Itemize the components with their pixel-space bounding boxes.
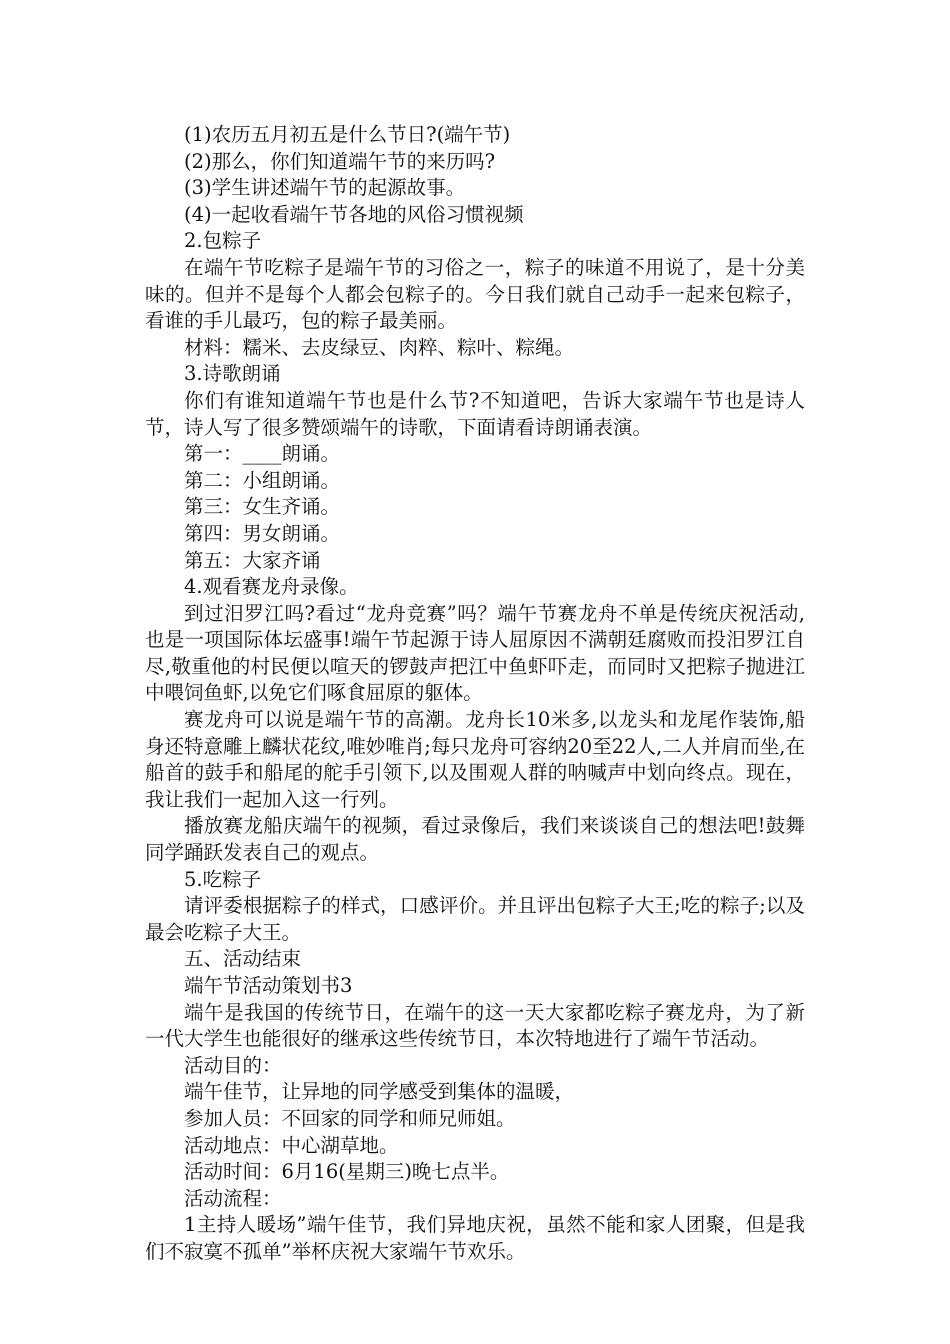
paragraph-materials: 材料：糯米、去皮绿豆、肉粹、粽叶、粽绳。 xyxy=(184,335,575,359)
paragraph-purpose: 端午佳节，让异地的同学感受到集体的温暖， xyxy=(184,1080,575,1104)
list-item-recital-1: 第一：____朗诵。 xyxy=(184,442,341,466)
list-item-question-4: (4)一起收看端午节各地的风俗习惯视频 xyxy=(184,202,524,226)
list-item-recital-3: 第三：女生齐诵。 xyxy=(184,495,341,519)
label-activity-purpose: 活动目的： xyxy=(184,1053,282,1077)
paragraph-wrap-zongzi: 在端午节吃粽子是端午节的习俗之一，粽子的味道不用说了，是十分美味的。但并不是每个人都会包粽子的。今日我们就自己动手一起来包粽子，看谁的手儿最巧，包的粽子最美丽。 xyxy=(145,255,805,333)
list-item-question-1: (1)农历五月初五是什么节日?(端午节) xyxy=(184,123,511,146)
section-heading-wrap-zongzi: 2.包粽子 xyxy=(184,229,262,253)
list-item-question-3: (3)学生讲述端午节的起源故事。 xyxy=(184,176,466,200)
paragraph-dragon-boat-origin: 到过汨罗江吗?看过“龙舟竞赛”吗？端午节赛龙舟不单是传统庆祝活动,也是一项国际体坛盛事!端午节起源于诗人屈原因不满朝廷腐败而投汨罗江自尽,敬重他的村民便以喧天的锣鼓声把江中鱼虾吓走，而同时又把粽子抛进江中喂饲鱼虾,以免它们啄食屈原的躯体。 xyxy=(145,601,805,705)
document-body xyxy=(145,122,805,1266)
paragraph-location: 活动地点：中心湖草地。 xyxy=(184,1133,399,1157)
paragraph-dragon-boat-climax: 赛龙舟可以说是端午节的高潮。龙舟长10米多,以龙头和龙尾作装饰,船身还特意雕上麟状花纹,唯妙唯肖;每只龙舟可容纳20至22人,二人并肩而坐,在船首的鼓手和船尾的舵手引领下,以及围观人群的呐喊声中划向终点。现在，我让我们一起加入这一行列。 xyxy=(145,708,805,811)
document-title-plan-3: 端午节活动策划书3 xyxy=(184,974,353,997)
paragraph-time: 活动时间：6月16(星期三)晚七点半。 xyxy=(184,1160,510,1184)
paragraph-poetry-intro: 你们有谁知道端午节也是什么节?不知道吧，告诉大家端午节也是诗人节，诗人写了很多赞颂端午的诗歌，下面请看诗朗诵表演。 xyxy=(145,388,805,439)
list-item-recital-5: 第五：大家齐诵 xyxy=(184,548,321,572)
section-heading-poetry: 3.诗歌朗诵 xyxy=(184,362,281,386)
list-item-recital-4: 第四：男女朗诵。 xyxy=(184,521,341,545)
paragraph-process-step-1: 1主持人暖场”端午佳节，我们异地庆祝，虽然不能和家人团聚，但是我们不寂寞不孤单”举杯庆祝大家端午节欢乐。 xyxy=(145,1213,805,1263)
section-heading-eat-zongzi: 5.吃粽子 xyxy=(184,867,262,891)
paragraph-video-discussion: 播放赛龙船庆端午的视频，看过录像后，我们来谈谈自己的想法吧!鼓舞同学踊跃发表自己的观点。 xyxy=(145,814,805,865)
list-item-question-2: (2)那么，你们知道端午节的来历吗? xyxy=(184,149,496,173)
label-activity-process: 活动流程： xyxy=(184,1186,282,1210)
section-heading-activity-end: 五、活动结束 xyxy=(184,947,302,971)
paragraph-judging: 请评委根据粽子的样式，口感评价。并且评出包粽子大王;吃的粽子;以及最会吃粽子大王。 xyxy=(145,894,805,944)
section-heading-dragon-boat: 4.观看赛龙舟录像。 xyxy=(184,575,359,599)
paragraph-plan-intro: 端午是我国的传统节日，在端午的这一天大家都吃粽子赛龙舟，为了新一代大学生也能很好的继承这些传统节日，本次特地进行了端午节活动。 xyxy=(145,1000,805,1051)
list-item-recital-2: 第二：小组朗诵。 xyxy=(184,468,341,492)
paragraph-participants: 参加人员：不回家的同学和师兄师姐。 xyxy=(184,1106,516,1130)
